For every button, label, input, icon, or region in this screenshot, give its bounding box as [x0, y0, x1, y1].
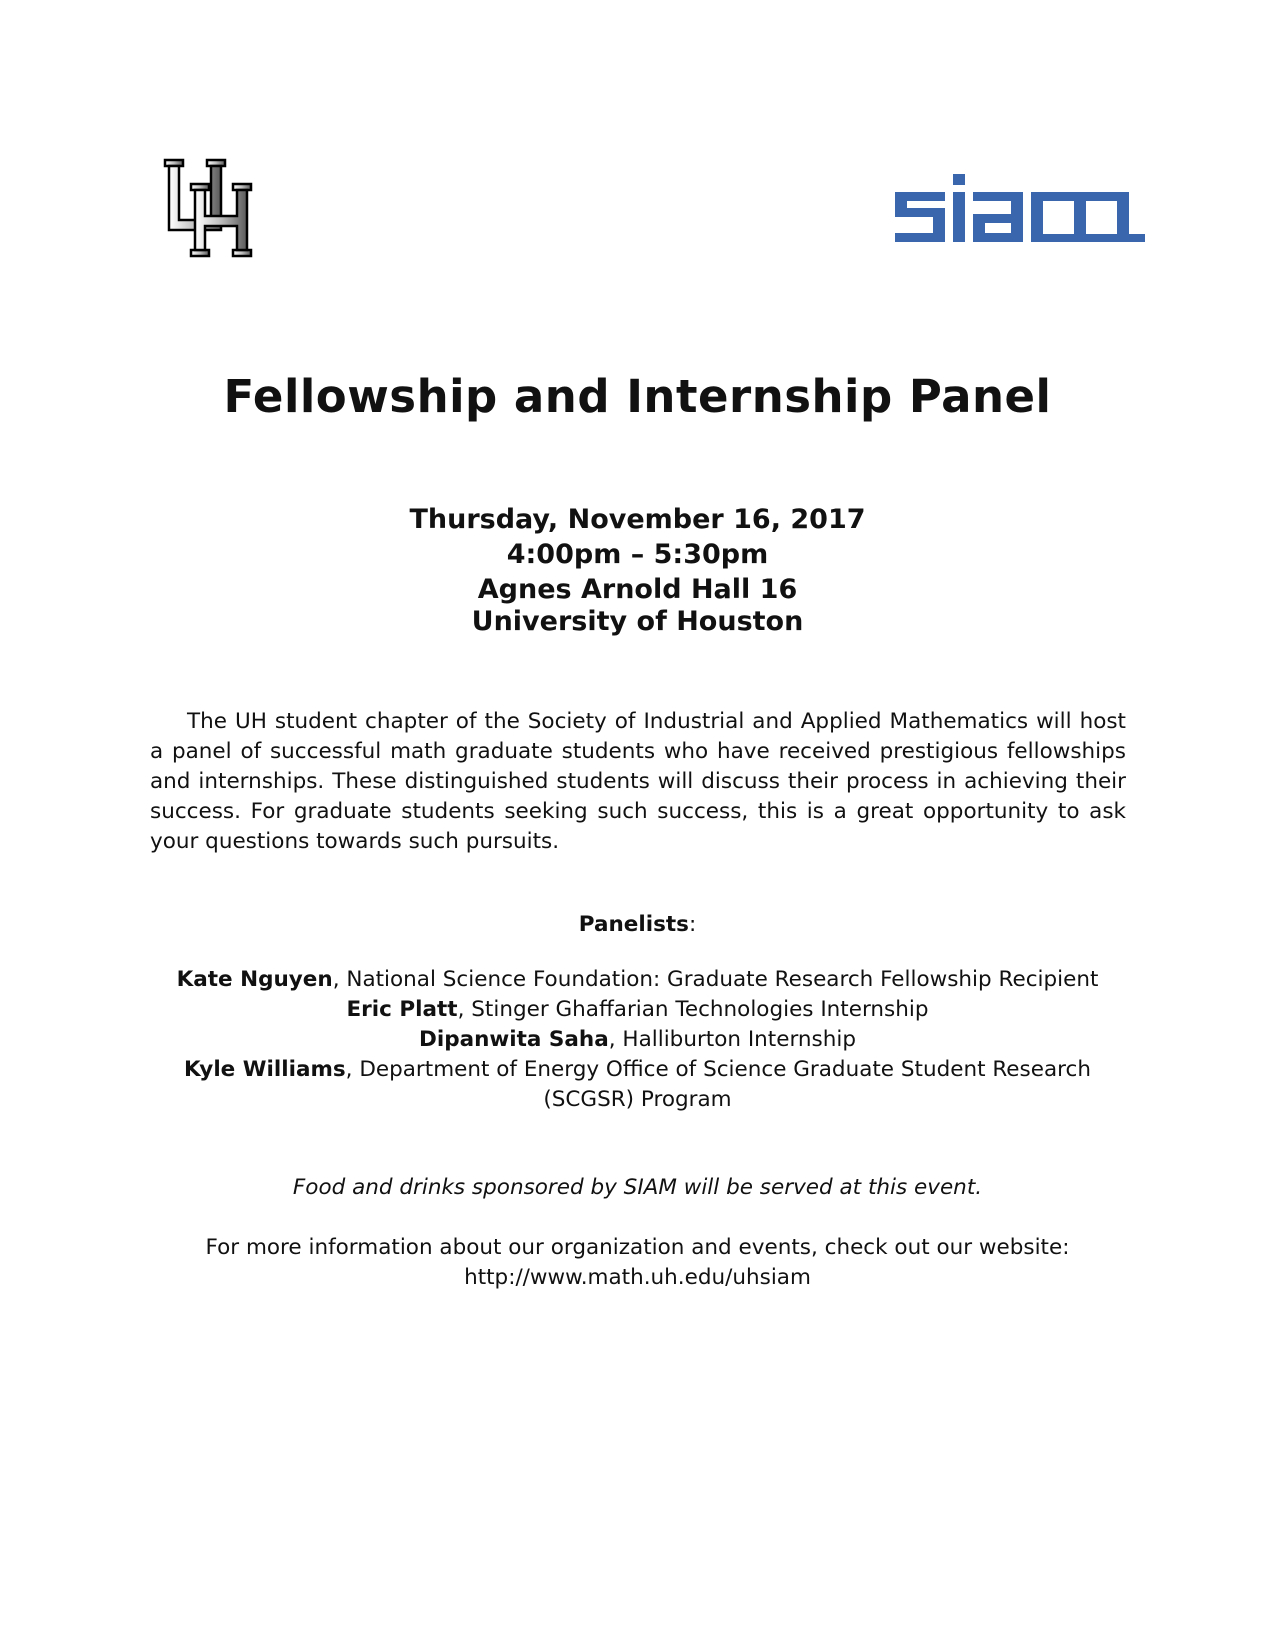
- page-title: Fellowship and Internship Panel: [223, 370, 1052, 423]
- panelist-detail: , National Science Foundation: Graduate Research Fellowship Recipient: [332, 967, 1099, 992]
- food-note: Food and drinks sponsored by SIAM will be served at this event.: [292, 1175, 983, 1200]
- panelist-detail: , Department of Energy Office of Science Graduate Student Research (SCGSR) Program: [345, 1057, 1091, 1112]
- panelist-name: Kyle Williams: [184, 1057, 346, 1082]
- panelist-item: [140, 1025, 1135, 1055]
- event-location: Agnes Arnold Hall 16: [477, 574, 798, 605]
- panelists-heading: [0, 912, 1275, 937]
- panelists-heading-colon: :: [688, 912, 697, 937]
- siam-logo: [893, 170, 1147, 250]
- siam-logo-mark: [893, 170, 1147, 250]
- uh-logo: [163, 158, 255, 260]
- event-date: Thursday, November 16, 2017: [409, 504, 866, 535]
- event-institution: University of Houston: [471, 606, 804, 637]
- panelist-item: [140, 1055, 1135, 1115]
- website-link[interactable]: http://www.math.uh.edu/uhsiam: [464, 1265, 811, 1290]
- panelist-detail: , Halliburton Internship: [608, 1027, 856, 1052]
- event-info: [0, 502, 1275, 637]
- more-info-text: For more information about our organization and events, check out our website:: [205, 1235, 1070, 1260]
- event-description: The UH student chapter of the Society of Industrial and Applied Mathematics will host a panel of successful math graduate students who have received prestigious fellowships and internships. These distinguished students will discuss their process in achieving their success. For graduate students seeking such success, this is a great opportunity to ask your questions towards such pursuits.: [150, 709, 1126, 854]
- panelist-list: [140, 965, 1135, 1115]
- panelist-name: Dipanwita Saha: [419, 1027, 609, 1052]
- more-info: [0, 1233, 1275, 1293]
- panelist-name: Eric Platt: [346, 997, 458, 1022]
- panelist-name: Kate Nguyen: [176, 967, 333, 992]
- panelist-item: [140, 965, 1135, 995]
- uh-logo-mark: [163, 158, 255, 260]
- panelist-item: [140, 995, 1135, 1025]
- panelist-detail: , Stinger Ghaffarian Technologies Internship: [457, 997, 929, 1022]
- panelists-heading-label: Panelists: [578, 912, 689, 937]
- event-time: 4:00pm – 5:30pm: [506, 539, 769, 570]
